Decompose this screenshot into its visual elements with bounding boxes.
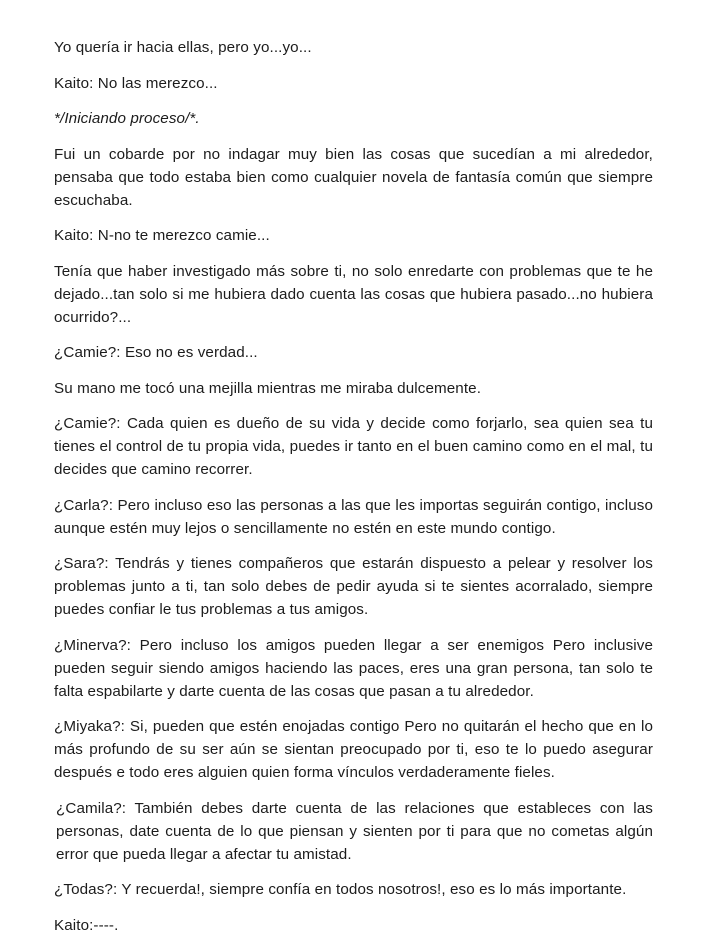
paragraph-4: Fui un cobarde por no indagar muy bien las cosas que sucedían a mi alrededor, pensaba que todo estaba bien como cualquier novela de fantasía común que siempre escuchaba.: [54, 145, 653, 209]
paragraph-9: ¿Camie?: Cada quien es dueño de su vida y decide como forjarlo, sea quien sea tu tienes el control de tu propia vida, puedes ir tanto en el buen camino como en el mal, tu decides que camino recorrer.: [54, 415, 653, 478]
paragraph-2: Kaito: No las merezco...: [54, 74, 218, 92]
paragraph-13: ¿Miyaka?: Si, pueden que estén enojadas contigo Pero no quitarán el hecho que en lo más profundo de su ser aún se sientan preocupado por ti, eso te lo puedo asegurar después e todo eres alguien quien forma vínculos verdaderamente fieles.: [54, 718, 653, 781]
paragraph-5: Kaito: N-no te merezco camie...: [54, 227, 270, 244]
paragraph-7: ¿Camie?: Eso no es verdad...: [54, 344, 258, 361]
paragraph-8: Su mano me tocó una mejilla mientras me miraba dulcemente.: [54, 379, 482, 397]
paragraph-1: Yo quería ir hacia ellas, pero yo...yo...: [54, 39, 312, 56]
paragraph-15: ¿Todas?: Y recuerda!, siempre confía en todos nosotros!, eso es lo más importante.: [54, 881, 627, 898]
paragraph-11: ¿Sara?: Tendrás y tienes compañeros que estarán dispuesto a pelear y resolver los problemas junto a ti, tan solo debes de pedir ayuda si te sientes acorralado, siempre puedes confiar le tus problemas a tus amigos.: [54, 555, 653, 618]
paragraph-10: ¿Carla?: Pero incluso eso las personas a las que les importas seguirán contigo, incluso aunque estén muy lejos o sencillamente no estén en este mundo contigo.: [54, 496, 653, 537]
paragraph-12: ¿Minerva?: Pero incluso los amigos pueden llegar a ser enemigos Pero inclusive pueden seguir siendo amigos haciendo las paces, eres una gran persona, tan solo te falta espabilarte y darte cuenta de las cosas que pasan a tu alrededor.: [54, 636, 653, 700]
paragraph-14: ¿Camila?: También debes darte cuenta de las relaciones que estableces con las personas, date cuenta de lo que piensan y sienten por ti para que no cometas algún error que pueda llegar a afectar tu amistad.: [56, 799, 653, 863]
paragraph-6: Tenía que haber investigado más sobre ti, no solo enredarte con problemas que te he dejado...tan solo si me hubiera dado cuenta las cosas que hubiera pasado...no hubiera ocurrido?...: [54, 262, 653, 326]
paragraph-3: */Iniciando proceso/*.: [54, 110, 200, 127]
paragraph-16: Kaito:----.: [54, 916, 119, 934]
